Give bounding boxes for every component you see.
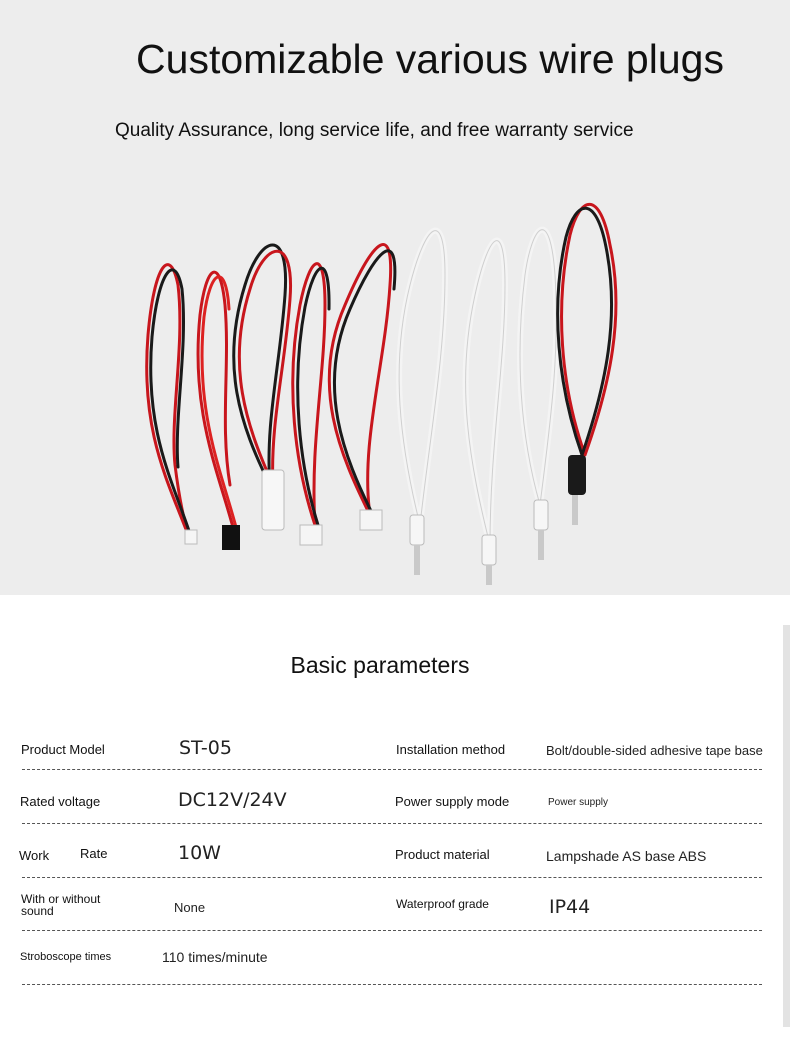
- param-row: [0, 716, 790, 770]
- param-value: 110 times/minute: [162, 949, 268, 965]
- hero-subtitle: Quality Assurance, long service life, and free warranty service: [115, 120, 634, 141]
- param-label: Rated voltage: [20, 794, 101, 809]
- param-value: Power supply: [548, 797, 609, 808]
- hero-title: Customizable various wire plugs: [136, 36, 724, 82]
- param-value: 10W: [178, 842, 221, 864]
- parameters-title: Basic parameters: [290, 652, 470, 678]
- param-value: Lampshade AS base ABS: [546, 848, 707, 864]
- param-value: Bolt/double-sided adhesive tape base: [546, 743, 763, 758]
- param-label: Product Model: [21, 742, 105, 757]
- product-photo-wires: [130, 185, 650, 585]
- param-value: None: [174, 900, 206, 915]
- param-label: Rate: [80, 846, 108, 861]
- param-label: Stroboscope times: [20, 951, 112, 963]
- param-row: [0, 877, 790, 931]
- param-label: Work: [19, 848, 50, 863]
- param-label: Waterproof grade: [396, 897, 489, 911]
- param-value: IP44: [549, 896, 591, 918]
- param-row: [0, 770, 790, 824]
- param-row: [0, 824, 790, 878]
- param-label: Power supply mode: [395, 794, 510, 809]
- param-label: Installation method: [396, 742, 506, 757]
- param-value: DC12V/24V: [178, 789, 287, 811]
- row-divider: [22, 984, 762, 985]
- param-label: With or without sound: [21, 892, 101, 918]
- param-row: [0, 931, 790, 985]
- param-label: Product material: [395, 847, 490, 862]
- param-value: ST-05: [179, 737, 232, 759]
